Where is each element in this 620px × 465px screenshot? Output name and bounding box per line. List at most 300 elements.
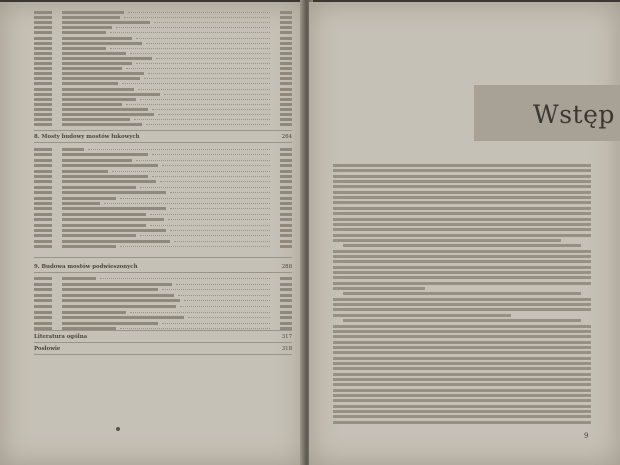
toc-entry-number	[34, 277, 52, 280]
toc-entry	[34, 122, 292, 127]
toc-entry-number	[34, 123, 52, 126]
toc-entry	[34, 206, 292, 211]
toc-entry-title	[62, 11, 124, 14]
body-text-line	[333, 250, 591, 253]
toc-entry-number	[34, 148, 52, 151]
toc-entry-page	[280, 67, 292, 70]
toc-leader-dots	[140, 235, 270, 236]
toc-entry-page	[280, 26, 292, 29]
toc-entry-number	[34, 72, 52, 75]
toc-entry-page	[280, 153, 292, 156]
toc-entry-page	[280, 77, 292, 80]
toc-entry-title	[62, 118, 130, 121]
toc-entry-page	[280, 148, 292, 151]
toc-entry-page	[280, 57, 292, 60]
toc-entry-number	[34, 52, 52, 55]
toc-entry-title	[62, 52, 126, 55]
toc-leader-dots	[180, 306, 270, 307]
toc-chapter-9-heading-page: 288	[281, 264, 292, 270]
body-text-line	[333, 357, 591, 360]
toc-leader-dots	[134, 119, 270, 120]
toc-entry-title	[62, 207, 166, 210]
toc-leader-dots	[126, 104, 270, 105]
toc-entry-number	[34, 180, 52, 183]
toc-entry-page	[280, 42, 292, 45]
toc-entry-page	[280, 16, 292, 19]
toc-leader-dots	[152, 154, 270, 155]
body-text-line	[333, 260, 591, 263]
toc-entry	[34, 217, 292, 222]
toc-leader-dots	[128, 12, 270, 13]
toc-entry	[34, 201, 292, 206]
toc-entry-page	[280, 229, 292, 232]
toc-entry-page	[280, 118, 292, 121]
toc-entry-title	[62, 283, 172, 286]
toc-entry-page	[280, 93, 292, 96]
toc-entry-title	[62, 322, 158, 325]
toc-entry-title	[62, 57, 152, 60]
toc-entry-number	[34, 153, 52, 156]
toc-entry-title	[62, 16, 120, 19]
page-number: 9	[584, 432, 589, 440]
toc-entry-number	[34, 294, 52, 297]
toc-entry-title	[62, 299, 180, 302]
body-text-line	[333, 266, 591, 269]
toc-entry-page	[280, 164, 292, 167]
toc-entry-page	[280, 213, 292, 216]
toc-entry	[34, 185, 292, 190]
toc-divider	[34, 354, 292, 355]
body-text-line	[333, 191, 591, 194]
body-text-line	[333, 185, 591, 188]
toc-entry-page	[280, 316, 292, 319]
toc-leader-dots	[130, 312, 270, 313]
body-text-line	[333, 367, 591, 370]
toc-entry	[34, 169, 292, 174]
toc-entry-number	[34, 113, 52, 116]
toc-entry	[34, 152, 292, 157]
body-text-line	[333, 212, 591, 215]
toc-entry-title	[62, 77, 140, 80]
toc-entry-title	[62, 62, 132, 65]
toc-leader-dots	[110, 32, 270, 33]
toc-entry-page	[280, 224, 292, 227]
toc-entry	[34, 190, 292, 195]
toc-entry-page	[280, 207, 292, 210]
toc-leader-dots	[136, 63, 270, 64]
toc-leader-dots	[148, 73, 270, 74]
body-text-line	[333, 175, 591, 178]
body-text-line	[333, 346, 591, 349]
toc-leader-dots	[116, 27, 270, 28]
toc-entry-number	[34, 170, 52, 173]
toc-entry	[34, 228, 292, 233]
printed-bullet	[116, 427, 120, 431]
toc-entry-page	[280, 170, 292, 173]
toc-literatura-heading: Literatura ogólna	[34, 334, 88, 340]
toc-entry-page	[280, 294, 292, 297]
chapter-title: Wstęp	[533, 100, 615, 129]
toc-entry-title	[62, 159, 132, 162]
toc-entry-number	[34, 88, 52, 91]
toc-divider	[34, 342, 292, 343]
toc-leader-dots	[164, 94, 270, 95]
toc-leader-dots	[174, 241, 270, 242]
toc-entry-number	[34, 322, 52, 325]
toc-entry-title	[62, 245, 116, 248]
toc-entry-page	[280, 98, 292, 101]
toc-entry	[34, 304, 292, 309]
toc-leader-dots	[124, 17, 270, 18]
toc-entry	[34, 223, 292, 228]
toc-entry-number	[34, 159, 52, 162]
body-text-line	[333, 362, 591, 365]
toc-leader-dots	[144, 78, 270, 79]
toc-entry-title	[62, 26, 112, 29]
toc-chapter-8-heading: 8. Mosty budowy mostów łukowych	[34, 134, 140, 140]
toc-entry	[34, 321, 292, 326]
toc-entry-page	[280, 175, 292, 178]
toc-leader-dots	[126, 68, 270, 69]
toc-divider	[34, 142, 292, 143]
body-text-line	[333, 314, 511, 317]
toc-entry-title	[62, 67, 122, 70]
toc-leader-dots	[138, 89, 270, 90]
toc-entry-page	[280, 191, 292, 194]
toc-entry	[34, 315, 292, 320]
toc-entry-page	[280, 159, 292, 162]
body-text-line	[333, 303, 591, 306]
toc-entry-number	[34, 288, 52, 291]
toc-divider	[34, 130, 292, 131]
left-page-table-of-contents	[0, 2, 304, 465]
body-text-line	[333, 341, 591, 344]
body-text-line	[333, 271, 591, 274]
toc-entry-title	[62, 98, 136, 101]
toc-entry	[34, 233, 292, 238]
toc-entry-number	[34, 316, 52, 319]
body-text-line	[343, 292, 581, 295]
toc-poslowie-heading: Posłowie	[34, 346, 61, 352]
body-text-line	[333, 164, 591, 167]
toc-entry	[34, 174, 292, 179]
toc-entry-page	[280, 197, 292, 200]
toc-entry	[34, 244, 292, 249]
toc-leader-dots	[110, 48, 270, 49]
toc-divider	[34, 257, 292, 258]
toc-entry-title	[62, 202, 100, 205]
toc-leader-dots	[136, 160, 270, 161]
toc-leader-dots	[120, 198, 270, 199]
toc-entry-page	[280, 299, 292, 302]
toc-entry-number	[34, 224, 52, 227]
toc-entry-title	[62, 218, 164, 221]
body-text-line	[333, 308, 591, 311]
toc-leader-dots	[154, 22, 270, 23]
toc-entry-title	[62, 113, 154, 116]
toc-entry-title	[62, 108, 148, 111]
toc-entry-number	[34, 299, 52, 302]
toc-entry-page	[280, 322, 292, 325]
toc-entry-number	[34, 108, 52, 111]
toc-entry-number	[34, 42, 52, 45]
toc-entry-number	[34, 93, 52, 96]
body-text-line	[333, 373, 591, 376]
body-text-line	[333, 218, 591, 221]
toc-entry-page	[280, 21, 292, 24]
toc-entry	[34, 147, 292, 152]
toc-entry-number	[34, 47, 52, 50]
toc-entry-page	[280, 240, 292, 243]
body-text-line	[333, 282, 591, 285]
toc-chapter-9-heading: 9. Budowa mostów podwieszonych	[34, 264, 138, 270]
toc-entry-number	[34, 207, 52, 210]
toc-divider	[34, 330, 292, 331]
toc-leader-dots	[150, 214, 270, 215]
toc-entry-title	[62, 153, 148, 156]
toc-leader-dots	[152, 176, 270, 177]
toc-leader-dots	[170, 230, 270, 231]
body-text-line	[343, 319, 581, 322]
toc-leader-dots	[150, 225, 270, 226]
toc-entry-title	[62, 213, 146, 216]
toc-entry-page	[280, 202, 292, 205]
body-text-line	[333, 234, 591, 237]
body-text-line	[333, 335, 591, 338]
body-text-line	[333, 207, 591, 210]
toc-entry-page	[280, 123, 292, 126]
body-text-line	[333, 405, 591, 408]
toc-entry-page	[280, 11, 292, 14]
toc-entry-title	[62, 103, 122, 106]
toc-entry-page	[280, 62, 292, 65]
toc-entry-title	[62, 31, 106, 34]
toc-entry-page	[280, 113, 292, 116]
toc-entry-number	[34, 16, 52, 19]
toc-entry	[34, 293, 292, 298]
toc-entry	[34, 298, 292, 303]
toc-leader-dots	[146, 43, 270, 44]
toc-entry-title	[62, 277, 96, 280]
toc-leader-dots	[188, 317, 270, 318]
toc-entry	[34, 179, 292, 184]
toc-entry	[34, 239, 292, 244]
toc-entry-number	[34, 57, 52, 60]
toc-leader-dots	[178, 295, 270, 296]
body-text-line	[333, 394, 591, 397]
body-text-line	[333, 378, 591, 381]
toc-entry-page	[280, 288, 292, 291]
toc-leader-dots	[104, 203, 270, 204]
toc-entry-page	[280, 311, 292, 314]
toc-entry-number	[34, 186, 52, 189]
toc-entry-number	[34, 37, 52, 40]
toc-entry-number	[34, 21, 52, 24]
toc-leader-dots	[140, 187, 270, 188]
body-text-line	[333, 383, 591, 386]
toc-entry-number	[34, 311, 52, 314]
toc-entry-page	[280, 88, 292, 91]
toc-divider	[34, 272, 292, 273]
toc-entry-number	[34, 191, 52, 194]
toc-entry-number	[34, 103, 52, 106]
toc-entry-title	[62, 170, 108, 173]
toc-entry-number	[34, 77, 52, 80]
toc-leader-dots	[170, 208, 270, 209]
body-text-line	[333, 330, 591, 333]
toc-entry-page	[280, 245, 292, 248]
toc-leader-dots	[170, 192, 270, 193]
toc-entry-title	[62, 164, 158, 167]
toc-leader-dots	[158, 114, 270, 115]
body-text-line	[333, 415, 591, 418]
body-text-line	[333, 255, 591, 258]
toc-entry-title	[62, 93, 160, 96]
toc-entry-title	[62, 21, 150, 24]
toc-entry-title	[62, 186, 136, 189]
toc-entry-number	[34, 11, 52, 14]
toc-entry-title	[62, 294, 174, 297]
toc-entry-title	[62, 229, 166, 232]
toc-leader-dots	[160, 181, 270, 182]
toc-leader-dots	[112, 171, 270, 172]
body-text-line	[333, 196, 591, 199]
body-text-line	[333, 325, 591, 328]
toc-leader-dots	[120, 246, 270, 247]
toc-entry-title	[62, 191, 166, 194]
toc-entry-title	[62, 234, 136, 237]
toc-entry-number	[34, 202, 52, 205]
body-text-line	[333, 201, 591, 204]
toc-entry-title	[62, 316, 184, 319]
toc-entry-title	[62, 175, 148, 178]
toc-entry	[34, 276, 292, 281]
toc-entry-number	[34, 118, 52, 121]
body-text-line	[333, 169, 591, 172]
toc-entry-number	[34, 218, 52, 221]
toc-leader-dots	[140, 99, 270, 100]
toc-entry-title	[62, 311, 126, 314]
toc-entry-number	[34, 229, 52, 232]
toc-entry-page	[280, 186, 292, 189]
toc-entry-title	[62, 82, 118, 85]
toc-entry-title	[62, 180, 156, 183]
toc-entry-number	[34, 26, 52, 29]
toc-entry-number	[34, 62, 52, 65]
toc-entry-page	[280, 72, 292, 75]
toc-poslowie-heading-page: 318	[281, 346, 292, 352]
toc-entry-number	[34, 305, 52, 308]
toc-entry-page	[280, 218, 292, 221]
toc-entry-title	[62, 42, 142, 45]
toc-entry-title	[62, 123, 142, 126]
toc-entry-number	[34, 197, 52, 200]
toc-leader-dots	[184, 300, 270, 301]
toc-entry	[34, 212, 292, 217]
toc-entry-number	[34, 245, 52, 248]
toc-entry-page	[280, 82, 292, 85]
body-text-line	[343, 244, 581, 247]
toc-leader-dots	[88, 149, 270, 150]
body-text-line	[333, 410, 591, 413]
body-text-line	[333, 180, 591, 183]
toc-leader-dots	[162, 165, 270, 166]
toc-entry	[34, 163, 292, 168]
toc-entry-page	[280, 305, 292, 308]
toc-leader-dots	[152, 109, 270, 110]
toc-entry	[34, 282, 292, 287]
toc-entry-number	[34, 234, 52, 237]
toc-literatura-heading-page: 317	[281, 334, 292, 340]
toc-entry-title	[62, 240, 170, 243]
toc-entry-title	[62, 37, 132, 40]
toc-entry-title	[62, 47, 106, 50]
toc-leader-dots	[122, 83, 270, 84]
toc-leader-dots	[130, 53, 270, 54]
body-text-line	[333, 351, 591, 354]
toc-leader-dots	[176, 284, 270, 285]
toc-entry-title	[62, 288, 158, 291]
body-text-line	[333, 223, 591, 226]
toc-entry-page	[280, 283, 292, 286]
toc-entry-page	[280, 277, 292, 280]
toc-entry-title	[62, 305, 176, 308]
toc-leader-dots	[136, 38, 270, 39]
toc-leader-dots	[156, 58, 270, 59]
body-text-line	[333, 298, 591, 301]
toc-entry-page	[280, 234, 292, 237]
toc-entry-number	[34, 98, 52, 101]
toc-entry-title	[62, 72, 144, 75]
toc-leader-dots	[162, 323, 270, 324]
toc-entry-page	[280, 103, 292, 106]
toc-entry-page	[280, 47, 292, 50]
toc-entry-number	[34, 283, 52, 286]
body-text-line	[333, 399, 591, 402]
toc-entry-number	[34, 164, 52, 167]
toc-chapter-8-heading-page: 264	[281, 134, 292, 140]
toc-entry-title	[62, 148, 84, 151]
toc-entry-title	[62, 224, 146, 227]
toc-entry-page	[280, 52, 292, 55]
toc-leader-dots	[168, 219, 270, 220]
toc-entry-page	[280, 180, 292, 183]
toc-leader-dots	[162, 289, 270, 290]
toc-leader-dots	[100, 278, 270, 279]
body-text-line	[333, 228, 591, 231]
toc-entry	[34, 310, 292, 315]
toc-entry-number	[34, 31, 52, 34]
toc-entry	[34, 158, 292, 163]
toc-entry	[34, 196, 292, 201]
toc-entry-number	[34, 240, 52, 243]
body-text-line	[333, 389, 591, 392]
toc-entry-number	[34, 82, 52, 85]
toc-entry	[34, 287, 292, 292]
toc-entry-number	[34, 213, 52, 216]
toc-entry-number	[34, 175, 52, 178]
toc-entry-number	[34, 67, 52, 70]
toc-entry-page	[280, 37, 292, 40]
toc-entry-title	[62, 197, 116, 200]
toc-entry-title	[62, 88, 134, 91]
toc-leader-dots	[146, 124, 270, 125]
toc-entry-page	[280, 31, 292, 34]
body-text-line	[333, 287, 425, 290]
body-text-line	[333, 276, 591, 279]
body-text-line	[333, 421, 591, 424]
toc-entry-page	[280, 108, 292, 111]
